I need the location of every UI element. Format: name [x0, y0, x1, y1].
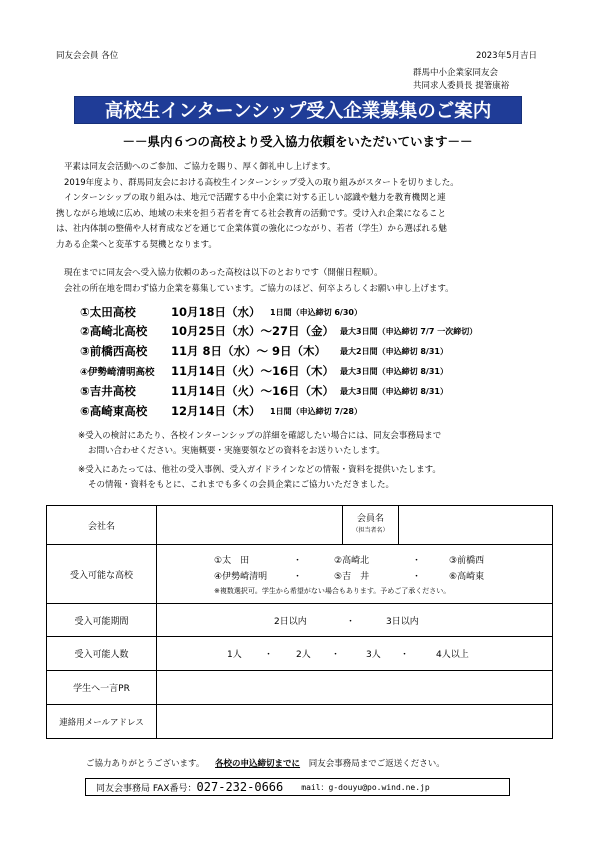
count-options[interactable] — [157, 637, 553, 671]
school-date: 11月 8日（水）～ 9日（木） — [171, 344, 327, 358]
note-line: ※受入の検討にあたり、各校インターンシップの詳細を確認したい場合には、同友会事務局まで — [78, 431, 442, 441]
email-label: 連絡用メールアドレス — [47, 705, 157, 739]
school-date: 12月14日（木） — [171, 404, 261, 418]
form-row-count — [47, 637, 553, 671]
paragraph-line: 携しながら地域に広め、地域の未来を担う若者を育てる社会教育の活動です。受け入れ企業になること — [56, 208, 446, 219]
closing-line — [86, 757, 445, 769]
mail-address[interactable]: g-douyu@po.wind.ne.jp — [328, 782, 430, 792]
note-2 — [78, 463, 441, 493]
schools-note: ※複数選択可。学生から希望がない場合もあります。予めご了承ください。 — [214, 587, 451, 595]
form-row-schools — [47, 545, 553, 604]
paragraph-line: インターンシップの取り組みは、地元で活躍する中小企業に対する正しい認識や魅力を教育機関と連 — [64, 193, 446, 203]
school-name: ①太田高校 — [80, 305, 136, 319]
page-subtitle: －－県内６つの高校より受入協力依頼をいただいています－－ — [122, 134, 473, 149]
school-note: 最大3日間（申込締切 7/7 一次締切） — [340, 327, 478, 336]
paragraph-line: 会社の所在地を問わず協力企業を募集しています。ご協力のほど、何卒よろしくお願い申し上げます。 — [64, 283, 454, 294]
school-note: 1日間（申込締切 6/30） — [270, 308, 362, 317]
period-option[interactable]: 3日以内 — [386, 617, 419, 627]
school-note: 最大2日間（申込締切 8/31） — [340, 347, 448, 356]
page-title: 高校生インターンシップ受入企業募集のご案内 — [74, 96, 522, 124]
paragraph-line: 2019年度より、群馬同友会における高校生インターンシップ受入の取り組みがスタートを切りました。 — [64, 177, 459, 188]
note-line: ※受入にあたっては、他社の受入事例、受入ガイドラインなどの情報・資料を提供いたします。 — [78, 465, 441, 475]
paragraph-line: 現在までに同友会へ受入協力依頼のあった高校は以下のとおりです（開催日程順）。 — [64, 268, 383, 278]
form-row-period — [47, 604, 553, 637]
count-option[interactable]: 3人 — [366, 650, 381, 660]
issue-date: 2023年5月吉日 — [475, 51, 537, 61]
separator-dot: ・ — [412, 556, 422, 566]
form-row-email — [47, 705, 553, 739]
separator-dot: ・ — [412, 572, 422, 582]
paragraph-greeting: 平素は同友会活動へのご参加、ご協力を賜り、厚く御礼申し上げます。 — [64, 162, 336, 172]
member-field[interactable] — [399, 506, 553, 545]
pr-label: 学生へ一言PR — [47, 671, 157, 705]
school-date: 11月14日（火）～16日（木） — [171, 364, 335, 378]
count-label: 受入可能人数 — [47, 637, 157, 671]
closing-thanks: ご協力ありがとうございます。 — [86, 759, 205, 769]
schools-label: 受入可能な高校 — [47, 545, 157, 604]
school-date: 10月18日（水） — [171, 305, 261, 319]
form-row-company — [47, 506, 553, 545]
school-option[interactable]: ④伊勢崎清明 — [214, 572, 268, 582]
school-option[interactable]: ③前橋西 — [449, 556, 485, 566]
school-note: 最大3日間（申込締切 8/31） — [340, 367, 448, 376]
separator-dot: ・ — [293, 556, 303, 566]
member-label: 会員名 （担当者名） — [343, 506, 399, 545]
school-name: ③前橋西高校 — [80, 344, 148, 358]
recipient: 同友会会員 各位 — [56, 51, 119, 61]
fax-number: 027-232-0666 — [196, 780, 284, 794]
schools-options[interactable] — [157, 545, 553, 604]
note-1 — [78, 429, 441, 459]
school-option[interactable]: ②高崎北 — [334, 556, 370, 566]
school-name: ⑥高崎東高校 — [80, 404, 148, 418]
separator-dot: ・ — [346, 617, 356, 627]
school-note: 最大3日間（申込締切 8/31） — [340, 387, 448, 396]
count-option[interactable]: 2人 — [296, 650, 311, 660]
school-option[interactable]: ①太 田 — [214, 556, 250, 566]
period-option[interactable]: 2日以内 — [274, 617, 307, 627]
school-note: 1日間（申込締切 7/28） — [270, 407, 362, 416]
office-label: 同友会事務局 FAX番号： — [96, 783, 197, 794]
school-name: ⑤吉井高校 — [80, 384, 136, 398]
paragraph-line: 力ある企業へと変革する契機となります。 — [56, 239, 217, 250]
sender: 共同求人委員長 提箸康裕 — [413, 81, 510, 91]
email-field[interactable] — [157, 705, 553, 739]
school-date: 11月14日（火）～16日（木） — [171, 384, 335, 398]
company-label: 会社名 — [47, 506, 157, 545]
separator-dot: ・ — [331, 650, 341, 660]
count-option[interactable]: 1人 — [227, 650, 242, 660]
count-option[interactable]: 4人以上 — [436, 650, 469, 660]
school-option[interactable]: ⑤吉 井 — [334, 572, 370, 582]
school-date: 10月25日（水）～27日（金） — [171, 324, 335, 338]
closing-deadline: 各校の申込締切までに — [215, 759, 301, 769]
school-name: ②高崎北高校 — [80, 324, 148, 338]
pr-field[interactable] — [157, 671, 553, 705]
body-text — [56, 160, 552, 253]
paragraph-line: は、社内体制の整備や人材育成などを通じて企業体質の強化につながり、若者（学生）から選ばれる魅 — [56, 224, 447, 234]
period-label: 受入可能期間 — [47, 604, 157, 637]
mail-label: mail： — [301, 782, 329, 792]
school-name: ④伊勢崎清明高校 — [80, 367, 155, 378]
separator-dot: ・ — [293, 572, 303, 582]
period-options[interactable] — [157, 604, 553, 637]
organization: 群馬中小企業家同友会 — [413, 68, 499, 78]
separator-dot: ・ — [400, 650, 410, 660]
contact-box — [85, 778, 510, 796]
school-option[interactable]: ⑥高崎東 — [449, 572, 485, 582]
form-row-pr — [47, 671, 553, 705]
note-line: お問い合わせください。実施概要・実施要領などの資料をお送りいたします。 — [88, 446, 385, 456]
note-line: その情報・資料をもとに、これまでも多くの会員企業にご協力いただきました。 — [88, 480, 395, 490]
body-text-2 — [56, 266, 552, 297]
application-form — [46, 505, 553, 739]
separator-dot: ・ — [264, 650, 274, 660]
company-field[interactable] — [157, 506, 343, 545]
closing-return: 同友会事務局までご返送ください。 — [308, 759, 445, 769]
